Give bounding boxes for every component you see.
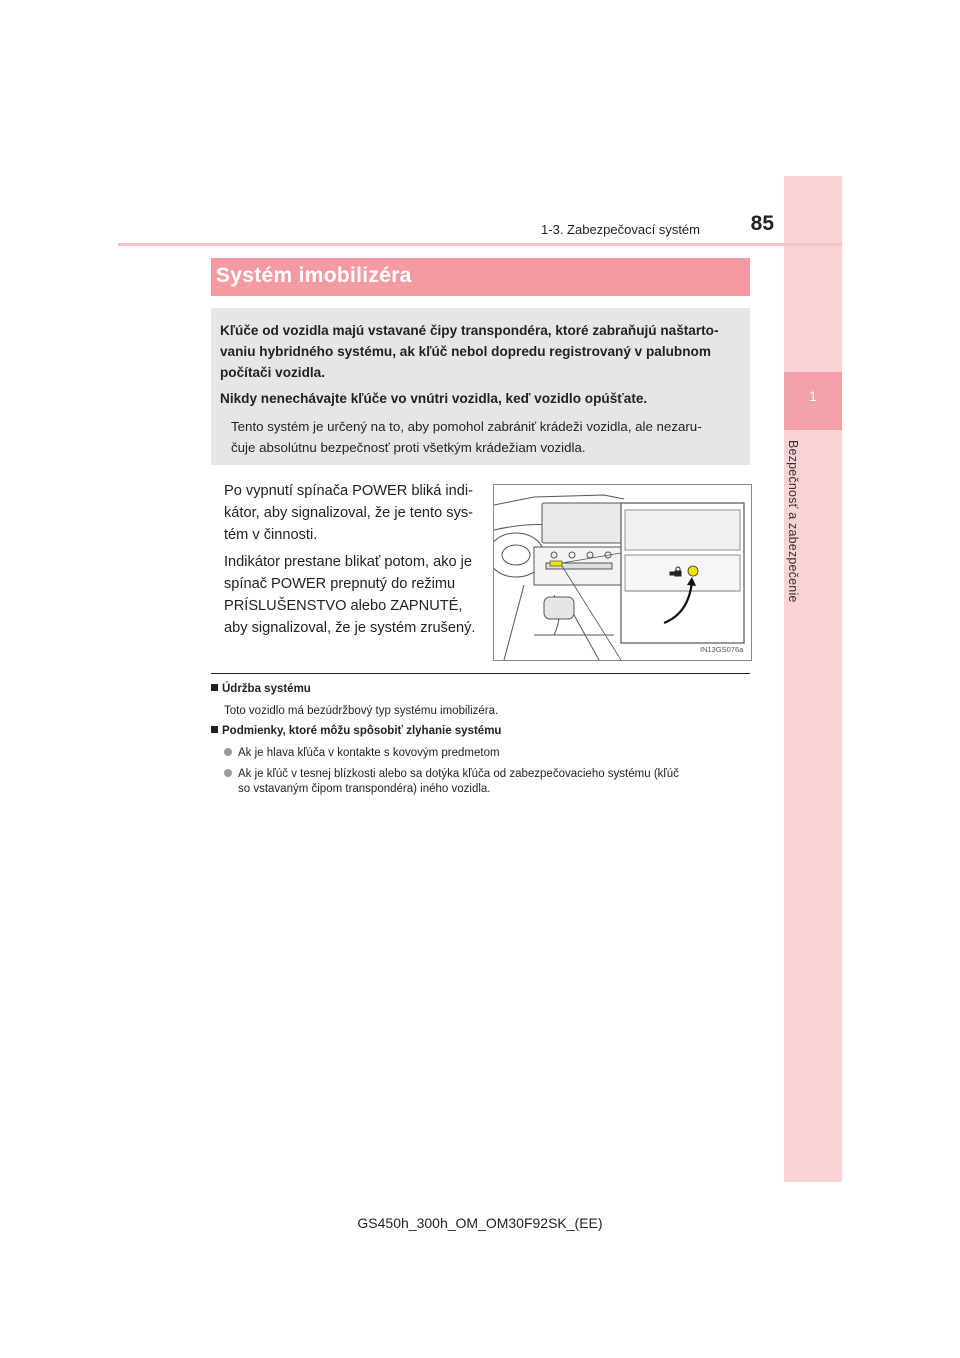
note-2-bullet-1: Ak je hlava kľúča v kontakte s kovovým predmetom [224,746,232,761]
page-title: Systém imobilizéra [216,264,412,287]
side-tab [784,176,842,1182]
info-normal-line-2: čuje absolútnu bezpečnosť proti všetkým krádežiam vozidla. [231,440,586,455]
footer-document-code: GS450h_300h_OM_OM30F92SK_(EE) [357,1215,603,1231]
header-rule [118,243,842,246]
chapter-title-vertical [780,440,806,640]
note-2-bullet-2: Ak je kľúč v tesnej blízkosti alebo sa dotýka kľúča od zabezpečovacieho systému (kľúč [224,767,232,782]
body-p1-line-2: kátor, aby signalizoval, že je tento sys- [224,505,474,521]
info-bold-line-1: Kľúče od vozidla majú vstavané čipy transpondéra, ktoré zabraňujú naštarto- [220,323,719,338]
body-p2-line-4: aby signalizoval, že je systém zrušený. [224,620,476,636]
info-normal-line-1: Tento systém je určený na to, aby pomohol zabrániť krádeži vozidla, ale nezaru- [231,419,702,434]
dashboard-drawing [494,485,751,660]
security-indicator-light [688,566,698,576]
section-rule [211,673,750,674]
circle-bullet-icon [224,748,232,756]
section-title: 1-3. Zabezpečovací systém [541,222,700,237]
circle-bullet-icon [224,769,232,777]
body-p1-line-1: Po vypnutí spínača POWER bliká indi- [224,483,474,499]
info-bold-line-2: vaniu hybridného systému, ak kľúč nebol dopredu registrovaný v palubnom [220,344,711,359]
square-bullet-icon [211,684,218,691]
body-p1-line-3: tém v činnosti. [224,527,318,543]
chapter-title: Bezpečnosť a zabezpečenie [786,440,800,603]
body-p2-line-1: Indikátor prestane blikať potom, ako je [224,554,473,570]
chapter-number: 1 [809,388,817,404]
note-1-heading: Údržba systému [211,683,311,695]
illustration-code: IN13GS076a [700,645,744,654]
info-bold-line-3: počítači vozidla. [220,365,325,380]
page-number: 85 [750,212,774,235]
square-bullet-icon [211,726,218,733]
indicator-location-marker [550,561,562,566]
info-bold-line-4: Nikdy nenechávajte kľúče vo vnútri vozidla, keď vozidlo opúšťate. [220,391,648,406]
note-2-heading: Podmienky, ktoré môžu spôsobiť zlyhanie systému [211,725,501,737]
note-2-bullet-2-cont: so vstavaným čipom transpondéra) iného vozidla. [238,783,491,795]
body-p2-line-3: PRÍSLUŠENSTVO alebo ZAPNUTÉ, [224,598,463,614]
note-1-text: Toto vozidlo má bezúdržbový typ systému imobilizéra. [224,705,499,717]
dashboard-illustration [493,484,752,661]
body-p2-line-2: spínač POWER prepnutý do režimu [224,576,456,592]
